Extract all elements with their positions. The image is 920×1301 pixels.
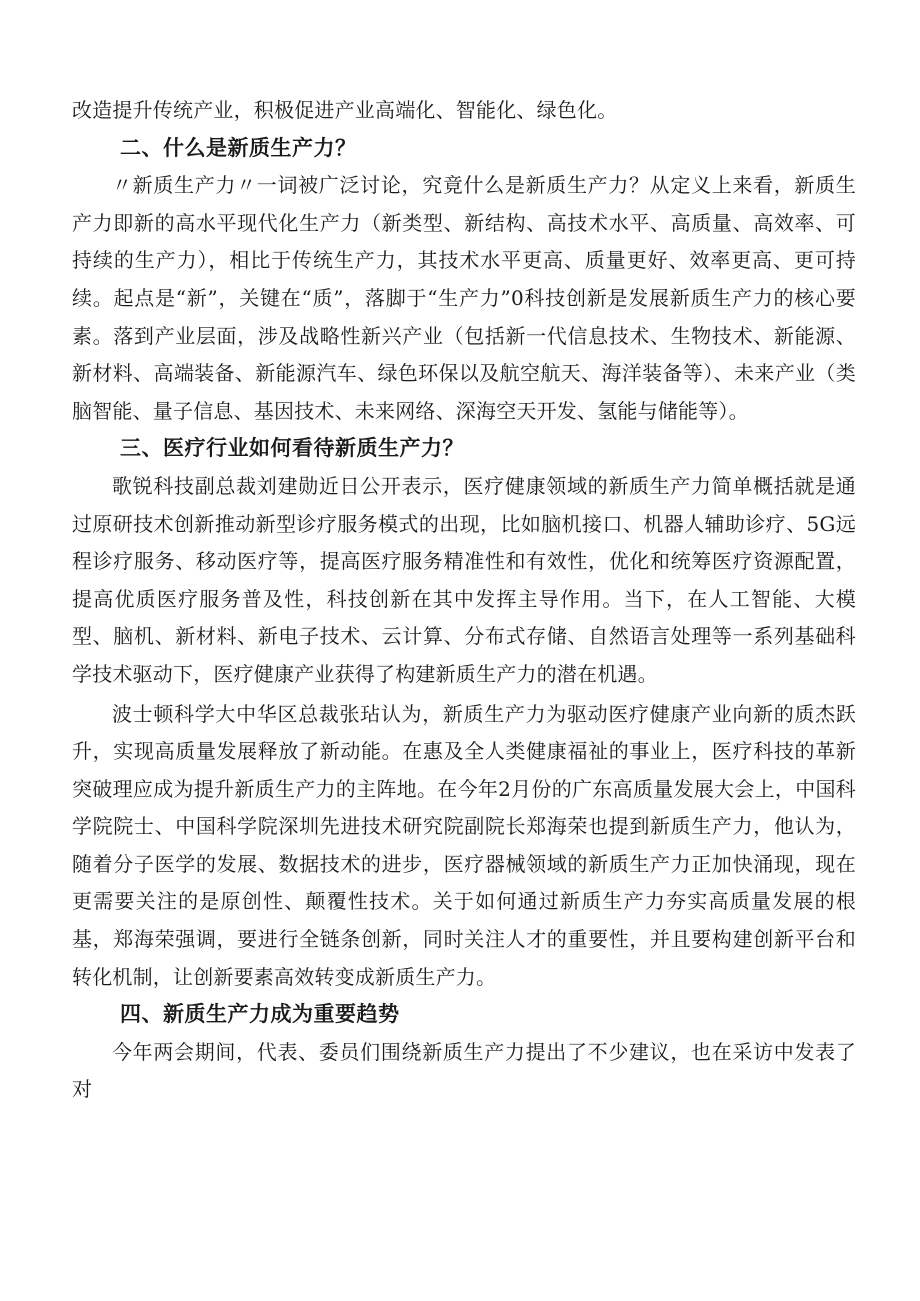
section-heading-4: 四、新质生产力成为重要趋势 — [120, 1002, 400, 1027]
section-heading-3: 三、医疗行业如何看待新质生产力？ — [120, 436, 464, 461]
intro-tail-paragraph: 改造提升传统产业，积极促进产业高端化、智能化、绿色化。 — [72, 98, 618, 122]
section-3-paragraph-1: 歌锐科技副总裁刘建勋近日公开表示，医疗健康领域的新质生产力简单概括就是通过原研技术创新推动新型诊疗服务模式的出现，比如脑机接口、机器人辅助诊疗、5G远程诊疗服务、移动医疗等，提高医疗服务精准性和有效性，优化和统筹医疗资源配置，提高优质医疗服务普及性，科技创新在其中发挥主导作用。当下，在人工智能、大模型、脑机、新材料、新电子技术、云计算、分布式存储、自然语言处理等一系列基础科学技术驱动下，医疗健康产业获得了构建新质生产力的潜在机遇。 — [72, 473, 856, 686]
section-2-paragraph-1: 〃新质生产力〃一词被广泛讨论，究竟什么是新质生产力？从定义上来看，新质生产力即新的高水平现代化生产力（新类型、新结构、高技术水平、高质量、高效率、可持续的生产力），相比于传统生产力，其技术水平更高、质量更好、效率更高、更可持续。起点是“新”，关键在“质”，落脚于“生产力”0科技创新是发展新质生产力的核心要素。落到产业层面，涉及战略性新兴产业（包括新一代信息技术、生物技术、新能源、新材料、高端装备、新能源汽车、绿色环保以及航空航天、海洋装备等）、未来产业（类脑智能、量子信息、基因技术、未来网络、深海空天开发、氢能与储能等）。 — [72, 173, 856, 423]
section-4-paragraph-1: 今年两会期间，代表、委员们围绕新质生产力提出了不少建议，也在采访中发表了对 — [72, 1039, 856, 1102]
section-heading-2: 二、什么是新质生产力？ — [120, 135, 357, 160]
section-3-paragraph-2: 波士顿科学大中华区总裁张玷认为，新质生产力为驱动医疗健康产业向新的质杰跃升，实现高质量发展释放了新动能。在惠及全人类健康福祉的事业上，医疗科技的革新突破理应成为提升新质生产力的主阵地。在今年2月份的广东高质量发展大会上，中国科学院院士、中国科学院深圳先进技术研究院副院长郑海荣也提到新质生产力，他认为，随着分子医学的发展、数据技术的进步，医疗器械领域的新质生产力正加快涌现，现在更需要关注的是原创性、颠覆性技术。关于如何通过新质生产力夯实高质量发展的根基，郑海荣强调，要进行全链条创新，同时关注人才的重要性，并且要构建创新平台和转化机制，让创新要素高效转变成新质生产力。 — [72, 701, 856, 989]
document-page — [72, 92, 856, 1109]
